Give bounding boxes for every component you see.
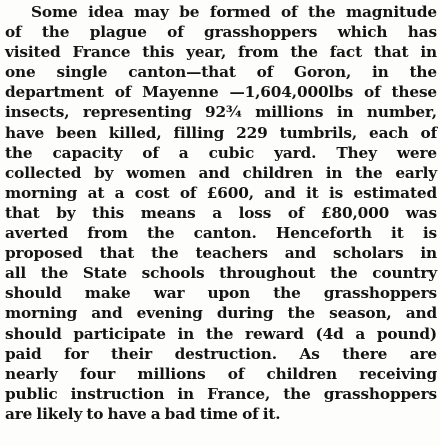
text-line: proposed that the teachers and scholars in xyxy=(5,244,437,263)
text-line: nearly four millions of children receiving xyxy=(5,364,437,383)
article-paragraph xyxy=(5,2,437,424)
text-line: all the State schools throughout the country xyxy=(5,264,437,283)
text-line: public instruction in France, the grasshoppers xyxy=(5,384,437,403)
text-line: visited France this year, from the fact that in xyxy=(5,43,437,62)
text-line: morning at a cost of £600, and it is estimated xyxy=(5,183,437,202)
text-line: that by this means a loss of £80,000 was xyxy=(5,203,437,222)
text-line: morning and evening during the season, and xyxy=(5,304,437,323)
text-line: collected by women and children in the early xyxy=(5,163,437,182)
text-line: have been killed, filling 229 tumbrils, each of xyxy=(5,123,437,142)
text-line: averted from the canton. Henceforth it is xyxy=(5,224,437,243)
text-line: are likely to have a bad time of it. xyxy=(5,404,281,423)
text-line: insects, representing 92¾ millions in number, xyxy=(5,103,437,122)
text-line: the capacity of a cubic yard. They were xyxy=(5,143,437,162)
text-line: of the plague of grasshoppers which has xyxy=(5,23,437,42)
text-line: paid for their destruction. As there are xyxy=(5,344,437,363)
text-line: one single canton—that of Goron, in the xyxy=(5,63,437,82)
text-line: department of Mayenne —1,604,000lbs of these xyxy=(5,83,437,102)
text-line: Some idea may be formed of the magnitude xyxy=(31,3,437,21)
text-line: should make war upon the grasshoppers xyxy=(5,284,437,303)
text-line: should participate in the reward (4d a pound) xyxy=(5,324,437,343)
